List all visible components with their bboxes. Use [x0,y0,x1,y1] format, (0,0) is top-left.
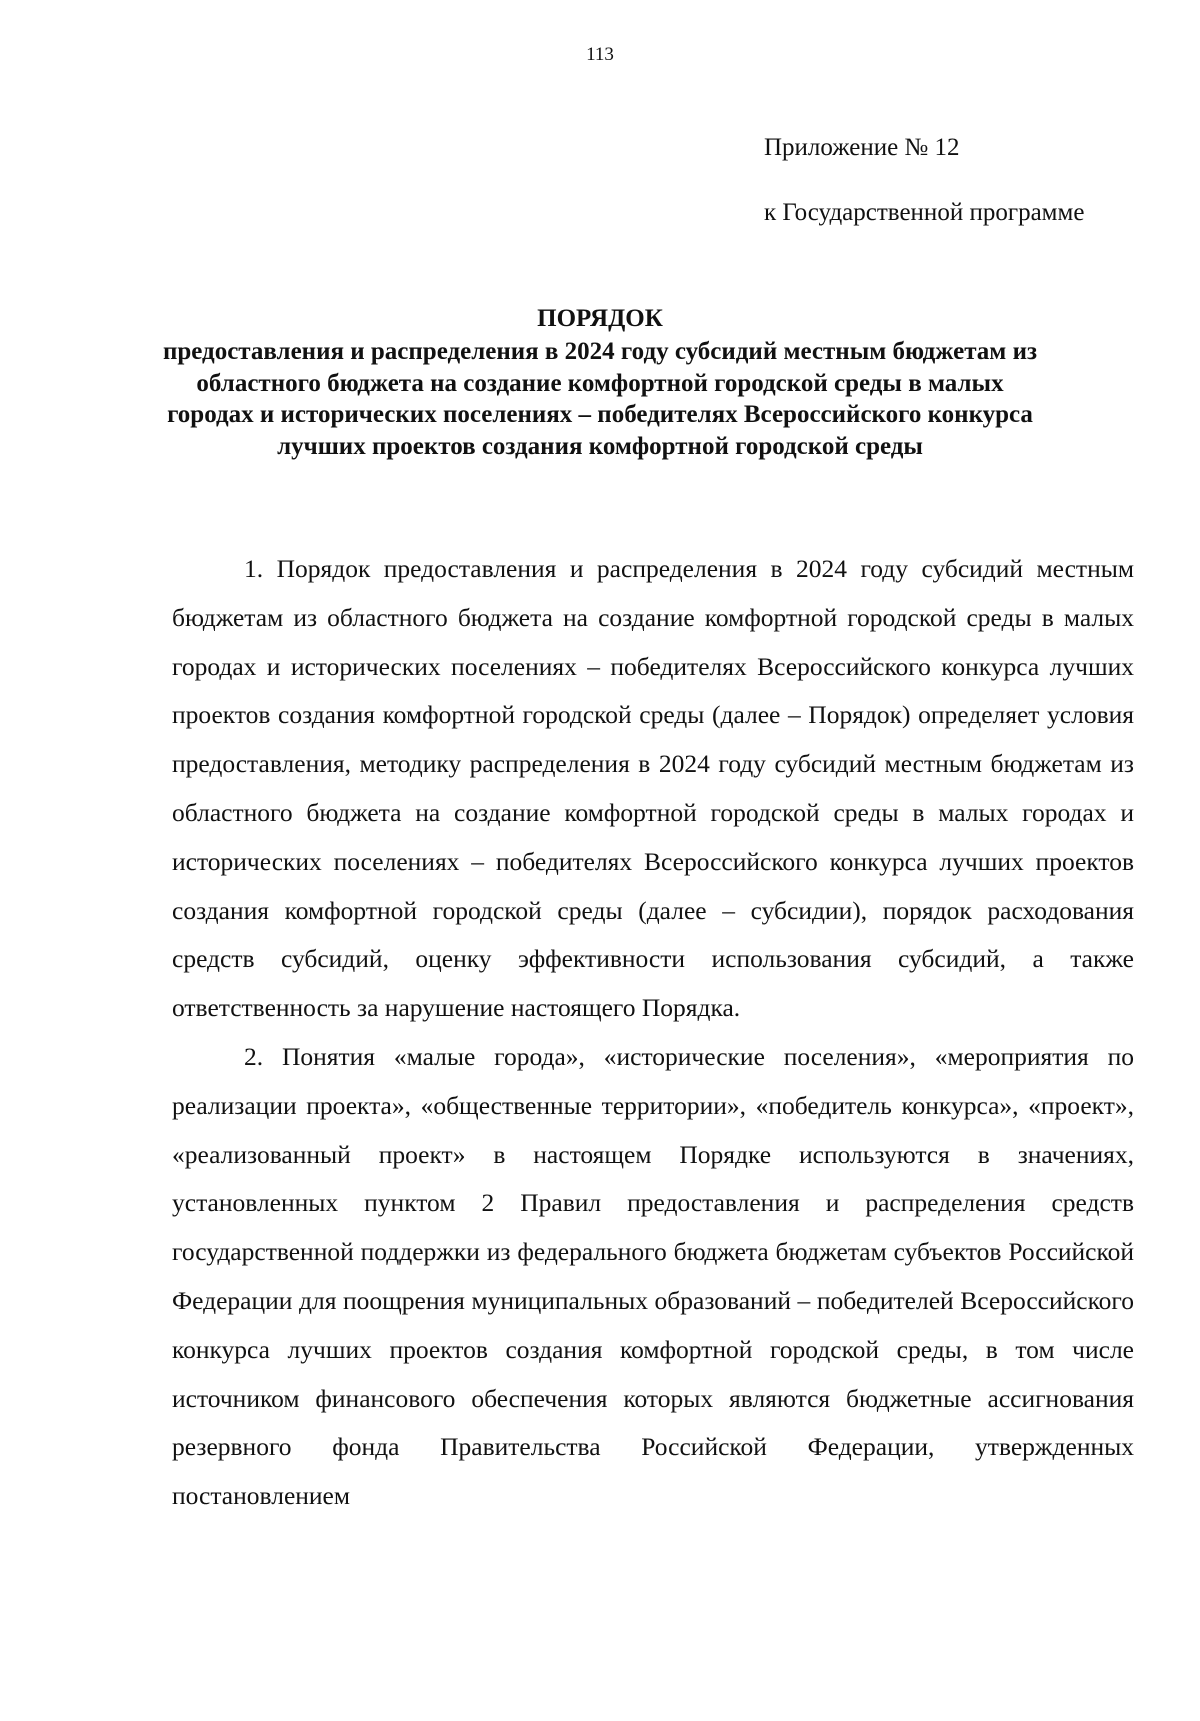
document-subtitle: предоставления и распределения в 2024 году субсидий местным бюджетам из областного бюджета на создание комфортной городской среды в малых городах и исторических поселениях – победителях Всероссийского конкурса лучших проектов создания комфортной городской среды [162,338,1038,460]
document-heading [150,302,1050,462]
document-body [172,545,1134,1521]
document-title: ПОРЯДОК [537,305,663,332]
appendix-reference: к Государственной программе [764,199,1085,226]
appendix-number: Приложение № 12 [764,134,960,161]
page-number: 113 [586,44,614,65]
paragraph-2: 2. Понятия «малые города», «исторические поселения», «мероприятия по реализации проекта», «общественные территории», «победитель конкурса», «проект», «реализованный проект» в настоящем Порядке используются в значениях, установленных пунктом 2 Правил предоставления и распределения средств государственной поддержки из федерального бюджета бюджетам субъектов Российской Федерации для поощрения муниципальных образований – победителей Всероссийского конкурса лучших проектов создания комфортной городской среды, в том числе источником финансового обеспечения которых являются бюджетные ассигнования резервного фонда Правительства Российской Федерации, утвержденных постановлением [172,1041,1134,1511]
paragraph-1: 1. Порядок предоставления и распределения в 2024 году субсидий местным бюджетам из областного бюджета на создание комфортной городской среды в малых городах и исторических поселениях – победителях Всероссийского конкурса лучших проектов создания комфортной городской среды (далее – Порядок) определяет условия предоставления, методику распределения в 2024 году субсидий местным бюджетам из областного бюджета на создание комфортной городской среды в малых городах и исторических поселениях – победителях Всероссийского конкурса лучших проектов создания комфортной городской среды (далее – субсидии), порядок расходования средств субсидий, оценку эффективности использования субсидий, а также ответственность за нарушение настоящего Порядка. [172,554,1134,1023]
